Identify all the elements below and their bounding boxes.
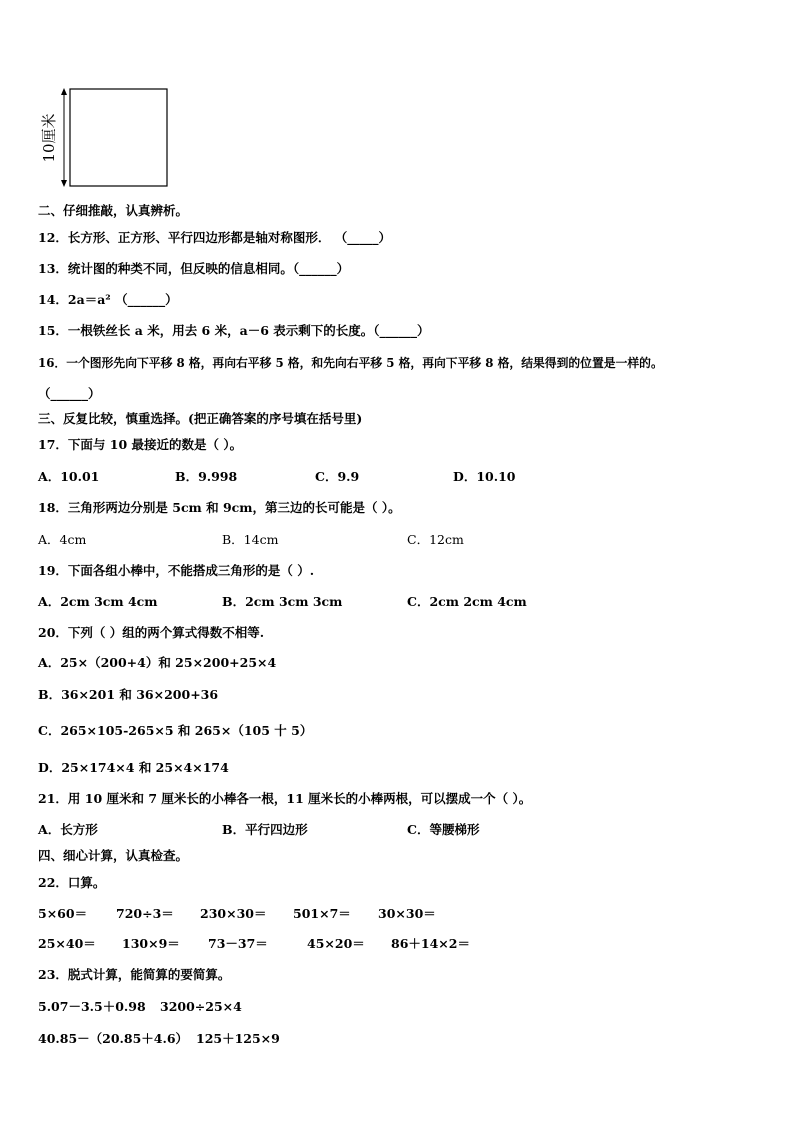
q18-option-c: C．12cm <box>407 532 464 547</box>
question-23: 23．脱式计算，能简算的要简算。 <box>38 967 231 982</box>
q22-item: 130×9＝ <box>122 936 180 951</box>
q22-item: 73－37＝ <box>208 936 268 951</box>
question-19: 19．下面各组小棒中，不能搭成三角形的是（ ）. <box>38 563 315 578</box>
q22-item: 25×40＝ <box>38 936 96 951</box>
square <box>70 89 167 186</box>
question-18: 18．三角形两边分别是 5cm 和 9cm，第三边的长可能是（ ）。 <box>38 500 401 515</box>
q20-option-d: D．25×174×4 和 25×4×174 <box>38 760 229 775</box>
q19-option-a: A．2cm 3cm 4cm <box>38 594 158 609</box>
square-figure <box>36 86 176 192</box>
q17-option-a: A．10.01 <box>38 469 100 484</box>
q22-item: 86＋14×2＝ <box>391 936 470 951</box>
question-20: 20．下列（ ）组的两个算式得数不相等. <box>38 625 265 640</box>
q20-option-a: A．25×（200+4）和 25×200+25×4 <box>38 655 277 670</box>
q20-option-c: C．265×105-265×5 和 265×（105 十 5） <box>38 723 313 738</box>
q20-option-b: B．36×201 和 36×200+36 <box>38 687 219 702</box>
question-21: 21．用 10 厘米和 7 厘米长的小棒各一根，11 厘米长的小棒两根，可以摆成一个（ ）。 <box>38 791 532 806</box>
q22-item: 30×30＝ <box>378 906 436 921</box>
question-17: 17．下面与 10 最接近的数是（ ）。 <box>38 437 243 452</box>
question-16-blank: （______） <box>38 386 101 401</box>
q22-item: 501×7＝ <box>293 906 351 921</box>
section3-heading: 三、反复比较，慎重选择。(把正确答案的序号填在括号里) <box>38 411 363 426</box>
q17-option-d: D．10.10 <box>453 469 516 484</box>
question-16: 16．一个图形先向下平移 8 格，再向右平移 5 格，和先向右平移 5 格，再向下平移 8 格，结果得到的位置是一样的。 <box>38 356 663 370</box>
q23-item: 125＋125×9 <box>196 1031 280 1046</box>
question-15: 15．一根铁丝长 a 米，用去 6 米，a－6 表示剩下的长度。（______） <box>38 323 430 338</box>
question-14: 14．2a＝a² （______） <box>38 292 178 307</box>
q18-option-a: A．4cm <box>38 532 87 547</box>
arrow-head-bottom <box>61 180 67 187</box>
arrow-head-top <box>61 88 67 95</box>
q19-option-b: B．2cm 3cm 3cm <box>222 594 343 609</box>
dimension-label: 10厘米 <box>40 113 58 163</box>
q23-item: 5.07－3.5＋0.98 <box>38 999 146 1014</box>
q21-option-a: A．长方形 <box>38 822 98 837</box>
section4-heading: 四、细心计算，认真检查。 <box>38 848 189 863</box>
q22-item: 720÷3＝ <box>116 906 174 921</box>
section2-heading: 二、仔细推敲，认真辨析。 <box>38 203 189 218</box>
q21-option-b: B．平行四边形 <box>222 822 308 837</box>
q23-item: 3200÷25×4 <box>160 999 242 1014</box>
q22-item: 5×60＝ <box>38 906 88 921</box>
q19-option-c: C．2cm 2cm 4cm <box>407 594 527 609</box>
question-13: 13．统计图的种类不同，但反映的信息相同。（______） <box>38 261 350 276</box>
q18-option-b: B．14cm <box>222 532 279 547</box>
q22-item: 230×30＝ <box>200 906 267 921</box>
q17-option-b: B．9.998 <box>175 469 238 484</box>
q21-option-c: C．等腰梯形 <box>407 822 480 837</box>
question-12: 12．长方形、正方形、平行四边形都是轴对称图形． （_____） <box>38 230 391 245</box>
q22-item: 45×20＝ <box>307 936 365 951</box>
question-22: 22．口算。 <box>38 875 106 890</box>
q17-option-c: C．9.9 <box>315 469 360 484</box>
q23-item: 40.85－（20.85＋4.6） <box>38 1031 189 1046</box>
